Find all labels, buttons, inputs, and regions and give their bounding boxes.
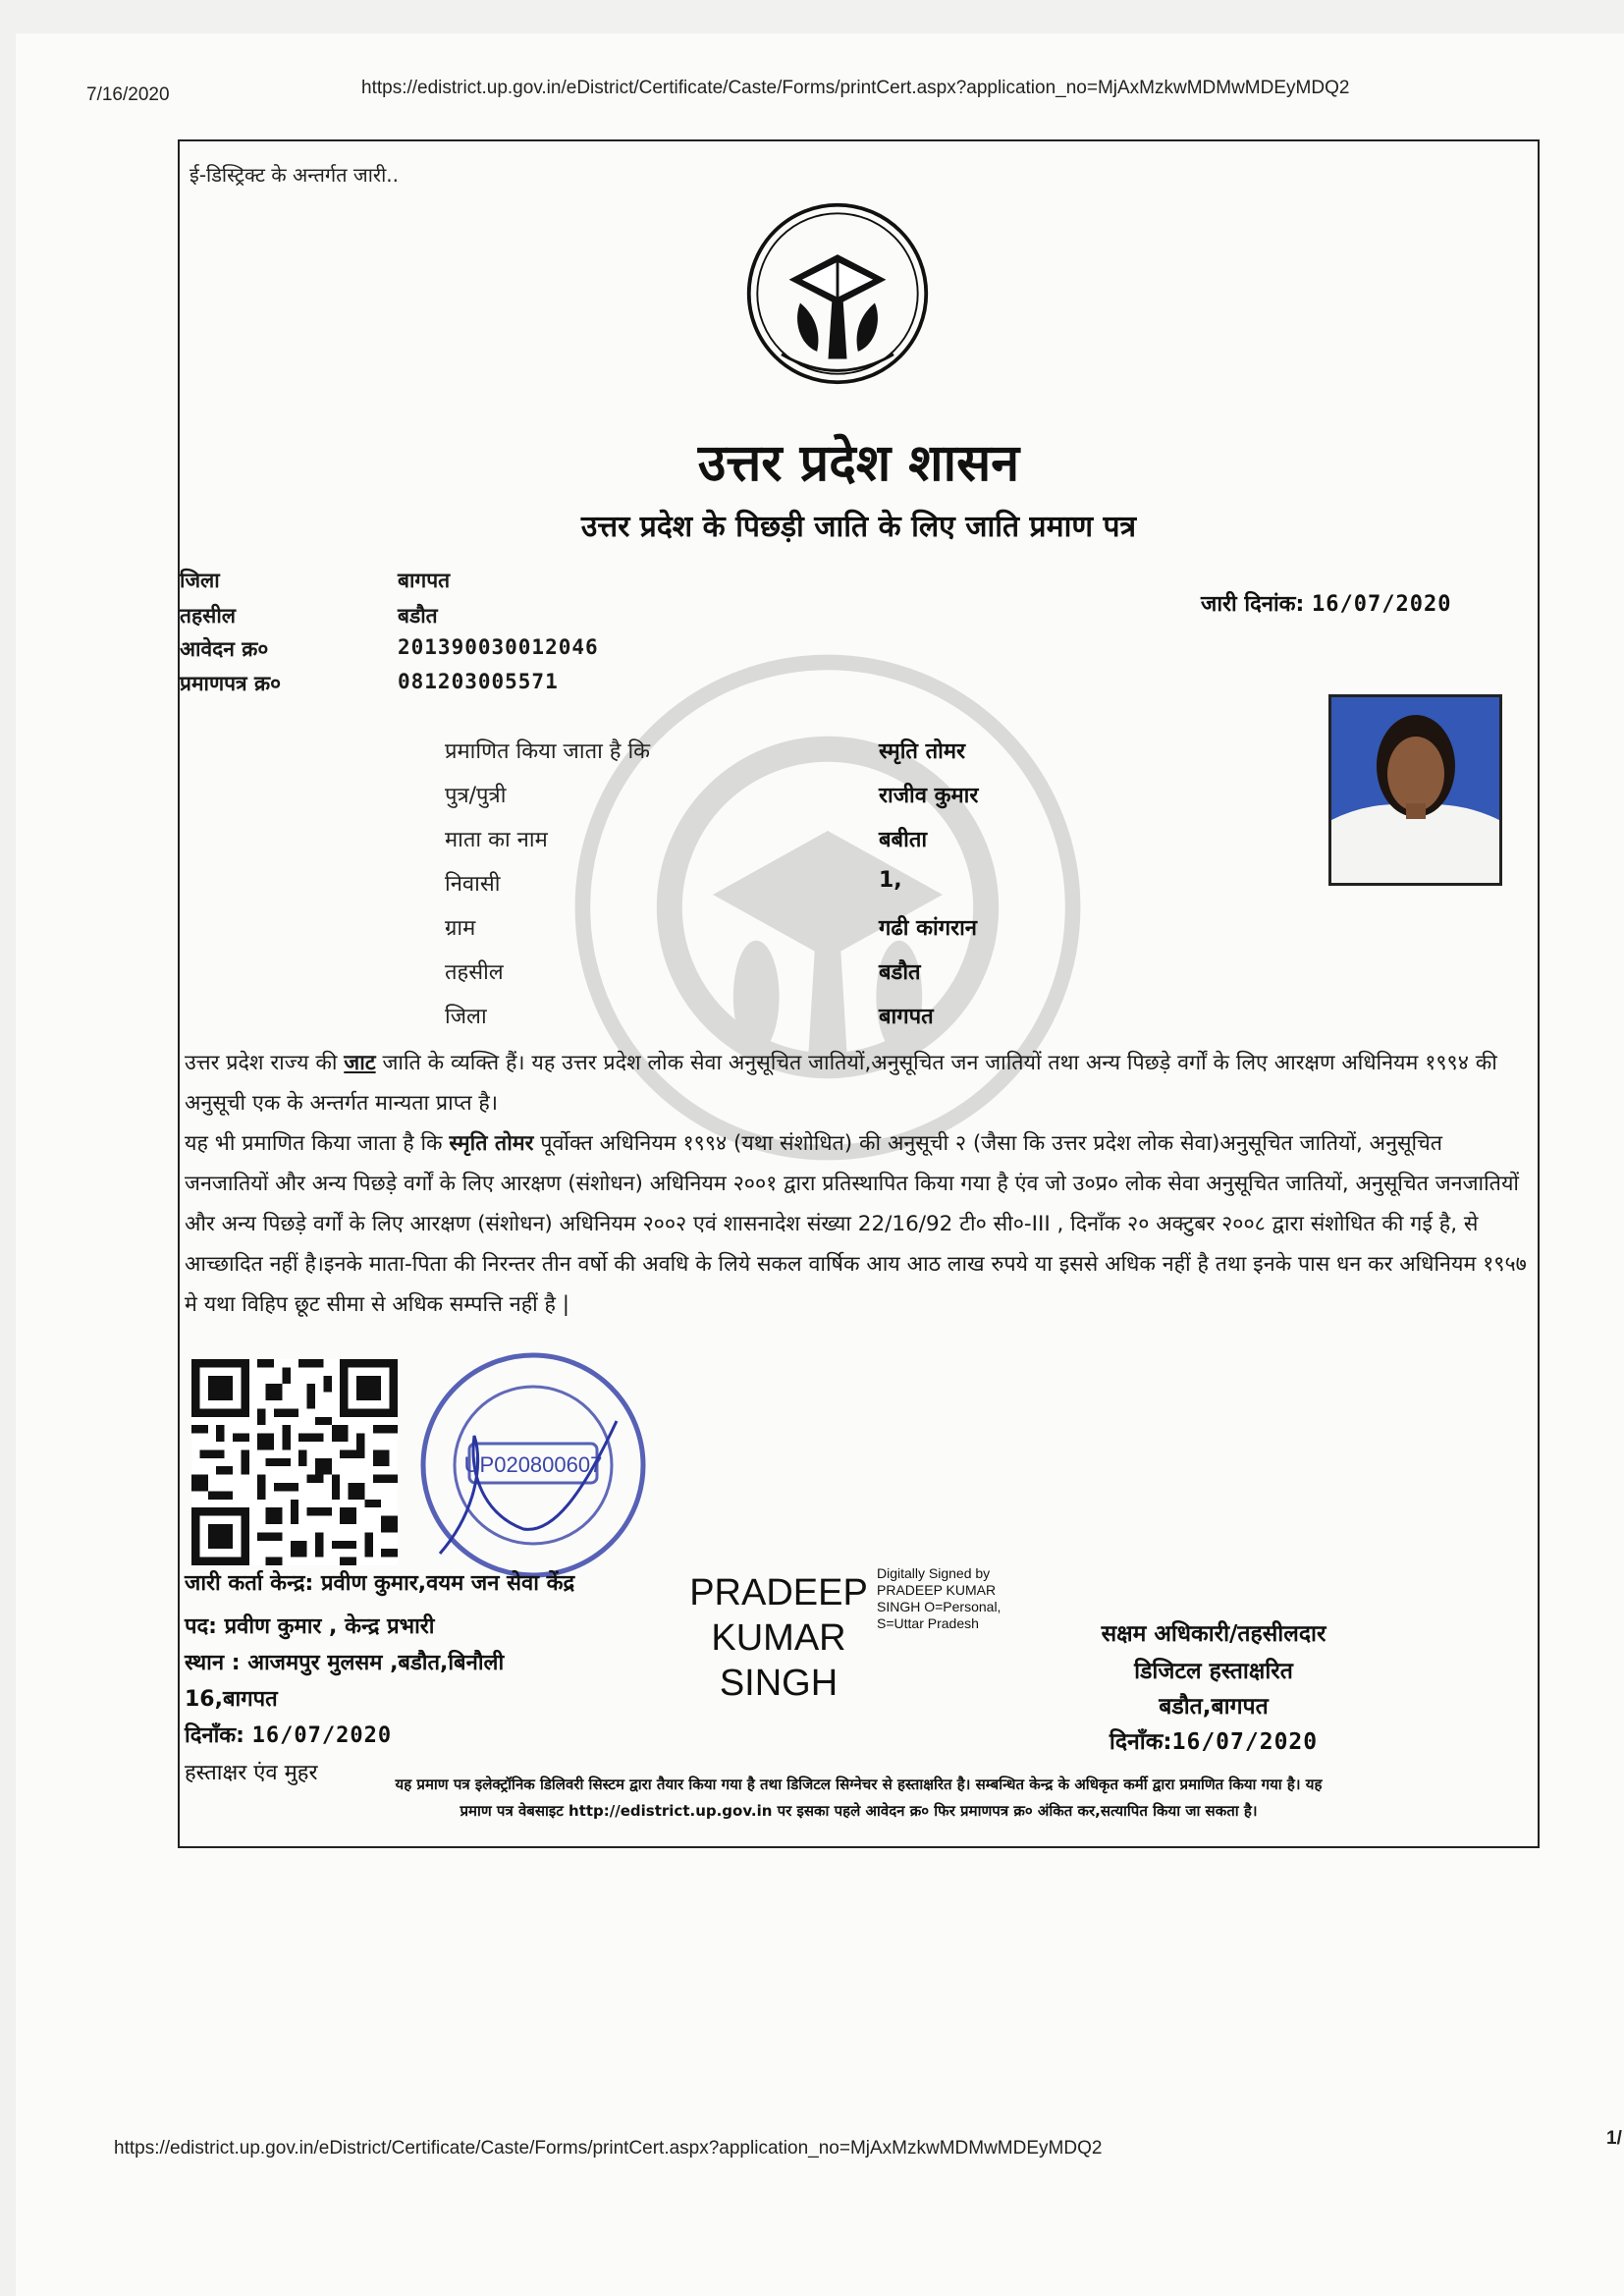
tehsil-value: बडौत xyxy=(398,604,438,628)
certificate-title: उत्तर प्रदेश शासन xyxy=(697,434,1020,493)
district-value: बागपत xyxy=(398,569,451,592)
issuing-center: जारी कर्ता केन्द्र: प्रवीण कुमार,वयम जन सेवा केंद्र xyxy=(185,1571,575,1596)
digital-signer-name xyxy=(680,1570,877,1706)
para2-text-a: यह भी प्रमाणित किया जाता है कि xyxy=(185,1131,450,1156)
certification-paragraph-1 xyxy=(180,1043,1532,1123)
issue-date xyxy=(1201,588,1451,618)
resident-value: 1, xyxy=(879,868,902,893)
mother-name-label: माता का नाम xyxy=(445,828,548,852)
seal-code: UP020800607 xyxy=(463,1452,603,1477)
son-daughter-label: पुत्र/पुत्री xyxy=(445,784,507,808)
print-date: 7/16/2020 xyxy=(86,84,170,105)
official-seal xyxy=(415,1347,651,1583)
footer-note-line-2: प्रमाण पत्र वेबसाइट http://edistrict.up.gov.in पर इसका पहले आवेदन क्र० फिर प्रमाणपत्र क्र० अंकित कर,सत्यापित किया जा सकता है। xyxy=(460,1802,1258,1820)
up-government-emblem xyxy=(744,200,931,387)
caste-name: जाट xyxy=(344,1051,376,1075)
certificate-subtitle: उत्तर प्रदेश के पिछड़ी जाति के लिए जाति प्रमाण पत्र xyxy=(580,510,1137,544)
issuer-place-line-2: 16,बागपत xyxy=(185,1687,278,1712)
dsig-info-line-4: S=Uttar Pradesh xyxy=(877,1615,979,1631)
page-number: 1/ xyxy=(1606,2128,1622,2149)
qr-code xyxy=(191,1359,398,1565)
tehsil-label: तहसील xyxy=(180,604,236,628)
document-page xyxy=(16,33,1624,2296)
certified-that-label: प्रमाणित किया जाता है कि xyxy=(445,739,651,764)
print-url-header: https://edistrict.up.gov.in/eDistrict/Certificate/Caste/Forms/printCert.aspx?application_no=MjAxMzkwMDMwMDEyMDQ2 xyxy=(361,78,1350,98)
detail-tehsil-value: बडौत xyxy=(879,960,921,985)
dsig-info-line-3: SINGH O=Personal, xyxy=(877,1599,1001,1614)
dsig-info-line-2: PRADEEP KUMAR xyxy=(877,1582,997,1598)
certificate-no-label: प्रमाणपत्र क्र० xyxy=(180,672,282,695)
footer-note-line-1: यह प्रमाण पत्र इलेक्ट्रॉनिक डिलिवरी सिस्टम द्वारा तैयार किया गया है तथा डिजिटल सिग्नेचर से हस्ताक्षरित है। सम्बन्धित केन्द्र के अधिकृत कर्मी द्वारा प्रमाणित किया गया है। यह xyxy=(395,1776,1323,1793)
issuer-date-value: 16/07/2020 xyxy=(251,1723,393,1748)
authority-title: सक्षम अधिकारी/तहसीलदार xyxy=(1101,1621,1326,1647)
application-no-value: 201390030012046 xyxy=(398,635,599,659)
village-value: गढी कांगरान xyxy=(879,916,978,941)
application-no-label: आवेदन क्र० xyxy=(180,637,269,661)
dsig-info-line-1: Digitally Signed by xyxy=(877,1565,991,1581)
certificate-frame xyxy=(178,139,1540,1848)
issuer-date xyxy=(185,1720,392,1749)
digital-signature-info xyxy=(877,1565,1034,1632)
issue-date-value: 16/07/2020 xyxy=(1312,592,1452,617)
authority-date-value: 16/07/2020 xyxy=(1171,1729,1319,1755)
detail-district-label: जिला xyxy=(445,1005,487,1029)
applicant-photo xyxy=(1328,694,1502,886)
authority-date-label: दिनाँक: xyxy=(1109,1729,1172,1755)
signature-seal-note: हस्ताक्षर एंव मुहर xyxy=(185,1761,318,1785)
para2-applicant-name: स्मृति तोमर xyxy=(449,1131,534,1156)
village-label: ग्राम xyxy=(445,916,476,941)
signer-name-line-3: SINGH xyxy=(719,1663,839,1704)
detail-tehsil-label: तहसील xyxy=(445,960,504,985)
certificate-footer-note xyxy=(180,1772,1538,1825)
resident-label: निवासी xyxy=(445,872,501,897)
mother-name: बबीता xyxy=(879,828,928,852)
issuer-date-label: दिनाँक: xyxy=(185,1723,244,1748)
certificate-no-value: 081203005571 xyxy=(398,670,559,693)
certification-paragraph-2 xyxy=(180,1123,1532,1325)
authority-location: बडौत,बागपत xyxy=(1159,1694,1269,1720)
para2-text-b: पूर्वोक्त अधिनियम १९९४ (यथा संशोधित) की अनुसूची २ (जैसा कि उत्तर प्रदेश लोक सेवा)अनुसूचित जातियों, अनुसूचित जनजातियों और अन्य पिछड़े वर्गों के लिए आरक्षण (संशोधन) अधिनियम २००१ द्वारा प्रतिस्थापित किया गया है एंव जो उ०प्र० लोक सेवा अनुसूचित जातियों, अनुसूचित जनजातियों और अन्य पिछड़े वर्गों के लिए आरक्षण (संशोधन) अधिनियम २००२ एवं शासनादेश संख्या 22/16/92 टी० सी०-III , दिनाँक २० अक्टुबर २००८ द्वारा संशोधित की गई है, से आच्छादित नहीं है।इनके माता-पिता की निरन्तर तीन वर्षो की अवधि के लिये सकल वार्षिक आय आठ लाख रुपये या इससे अधिक नहीं है तथा इनके पास धन कर अधिनियम १९५७ मे यथा विहिप छूट सीमा से अधिक सम्पत्ति नहीं है | xyxy=(185,1131,1527,1317)
issuer-place-line-1: स्थान : आजमपुर मुलसम ,बडौत,बिनौली xyxy=(185,1651,505,1675)
father-name: राजीव कुमार xyxy=(879,784,979,808)
signer-name-line-1: PRADEEP xyxy=(689,1572,868,1613)
para1-text-b: जाति के व्यक्ति हैं। यह उत्तर प्रदेश लोक सेवा अनुसूचित जातियों,अनुसूचित जन जातियों तथा अन्य पिछड़े वर्गों के लिए आरक्षण अधिनियम १९९४ की अनुसूची एक के अन्तर्गत मान्यता प्राप्त है। xyxy=(185,1051,1497,1116)
authority-date xyxy=(1037,1724,1390,1756)
detail-district-value: बागपत xyxy=(879,1005,934,1029)
issued-under-note: ई-डिस्ट्रिक्ट के अन्तर्गत जारी.. xyxy=(189,163,399,187)
authority-digital-signed: डिजिटल हस्ताक्षरित xyxy=(1134,1659,1293,1684)
para1-text-a: उत्तर प्रदेश राज्य की xyxy=(185,1051,345,1075)
print-url-footer: https://edistrict.up.gov.in/eDistrict/Certificate/Caste/Forms/printCert.aspx?application_no=MjAxMzkwMDMwMDEyMDQ2 xyxy=(114,2138,1103,2159)
district-label: जिला xyxy=(180,569,220,592)
issue-date-label: जारी दिनांक: xyxy=(1201,592,1305,617)
issuer-post: पद: प्रवीण कुमार , केन्द्र प्रभारी xyxy=(185,1614,435,1639)
signer-name-line-2: KUMAR xyxy=(711,1617,846,1659)
applicant-name: स्मृति तोमर xyxy=(879,739,966,764)
